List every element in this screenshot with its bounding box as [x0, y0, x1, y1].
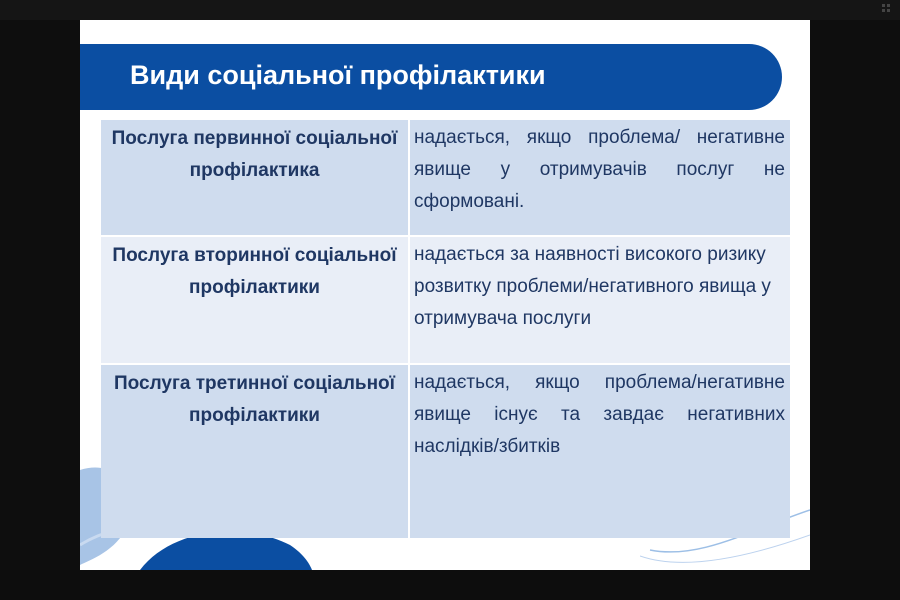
- slide-title: Види соціальної профілактики: [130, 60, 546, 90]
- service-name: Послуга первинної соціальної профілактика: [101, 120, 409, 236]
- service-name: Послуга вторинної соціальної профілактики: [101, 236, 409, 364]
- service-name: Послуга третинної соціальної профілактики: [101, 364, 409, 538]
- service-description: надається, якщо проблема/ негативне явище у отримувачів послуг не сформовані.: [409, 120, 790, 236]
- video-bottom-bar: [0, 570, 900, 600]
- table-row: [101, 364, 790, 538]
- grid-view-icon[interactable]: [882, 4, 894, 16]
- table-row: [101, 120, 790, 236]
- video-top-bar: [0, 0, 900, 20]
- service-description: надається, якщо проблема/негативне явище існує та завдає негативних наслідків/збитків: [409, 364, 790, 538]
- service-description: надається за наявності високого ризику розвитку проблеми/негативного явища у отримувача послуги: [409, 236, 790, 364]
- prevention-types-table: [101, 120, 790, 538]
- presentation-slide: [80, 20, 810, 570]
- table-row: [101, 236, 790, 364]
